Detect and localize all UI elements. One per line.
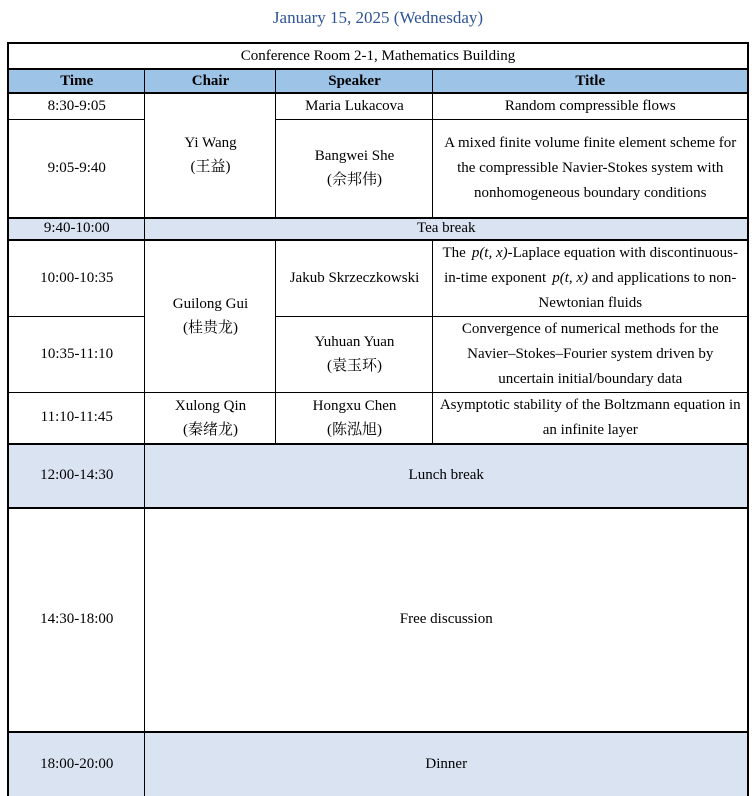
speaker-cell — [276, 120, 433, 218]
title-text: The — [442, 244, 466, 261]
speaker-cell — [276, 392, 433, 444]
speaker-name-cn: (佘邦伟) — [326, 172, 382, 189]
speaker-name-cn: (陈泓旭) — [326, 421, 382, 438]
col-header-title: Title — [433, 69, 748, 93]
speaker-cell: Jakub Skrzeczkowski — [276, 240, 433, 317]
time-cell: 9:40-10:00 — [8, 218, 145, 240]
session-title: A mixed finite volume finite element scheme for the compressible Navier-Stokes system with nonhomogeneous boundary conditions — [433, 120, 748, 218]
room-caption: Conference Room 2-1, Mathematics Building — [8, 43, 748, 69]
session-title: Convergence of numerical methods for the Navier–Stokes–Fourier system driven by uncertain initial/boundary data — [433, 316, 748, 392]
speaker-cell — [276, 316, 433, 392]
session-title: Random compressible flows — [433, 93, 748, 120]
break-label: Lunch break — [145, 444, 748, 508]
speaker-name: Yuhuan Yuan — [314, 334, 395, 350]
speaker-cell: Maria Lukacova — [276, 93, 433, 120]
chair-cell — [145, 392, 276, 444]
chair-cell — [145, 240, 276, 393]
time-cell: 12:00-14:30 — [8, 444, 145, 508]
col-header-speaker: Speaker — [276, 69, 433, 93]
chair-name-cn: (王益) — [190, 159, 231, 176]
math-expression: p(t, x) — [471, 244, 508, 261]
chair-name: Xulong Qin — [174, 397, 247, 414]
page-title: January 15, 2025 (Wednesday) — [272, 8, 484, 27]
chair-name-cn: (秦绪龙) — [182, 421, 238, 438]
time-cell: 10:00-10:35 — [8, 240, 145, 317]
col-header-time: Time — [8, 69, 145, 93]
chair-name-cn: (桂贵龙) — [182, 320, 238, 336]
speaker-name: Bangwei She — [314, 148, 395, 165]
speaker-name-cn: (袁玉环) — [326, 358, 382, 374]
chair-name: Guilong Gui — [172, 296, 249, 312]
break-label: Dinner — [145, 732, 748, 796]
time-cell: 11:10-11:45 — [8, 392, 145, 444]
col-header-chair: Chair — [145, 69, 276, 93]
break-label: Free discussion — [145, 508, 748, 732]
title-text: and applications to non-Newtonian fluids — [538, 269, 737, 311]
break-label: Tea break — [145, 218, 748, 240]
time-cell: 14:30-18:00 — [8, 508, 145, 732]
time-cell: 18:00-20:00 — [8, 732, 145, 796]
time-cell: 9:05-9:40 — [8, 120, 145, 218]
session-title: Asymptotic stability of the Boltzmann equation in an infinite layer — [433, 392, 748, 444]
math-expression: p(t, x) — [552, 269, 589, 286]
chair-name: Yi Wang — [184, 135, 237, 152]
schedule-table — [7, 42, 749, 796]
session-title — [433, 240, 748, 317]
chair-cell — [145, 93, 276, 218]
title-text: -Laplace equation with discontinuous-in-time exponent — [444, 244, 738, 286]
time-cell: 10:35-11:10 — [8, 316, 145, 392]
speaker-name: Hongxu Chen — [312, 397, 397, 414]
time-cell: 8:30-9:05 — [8, 93, 145, 120]
